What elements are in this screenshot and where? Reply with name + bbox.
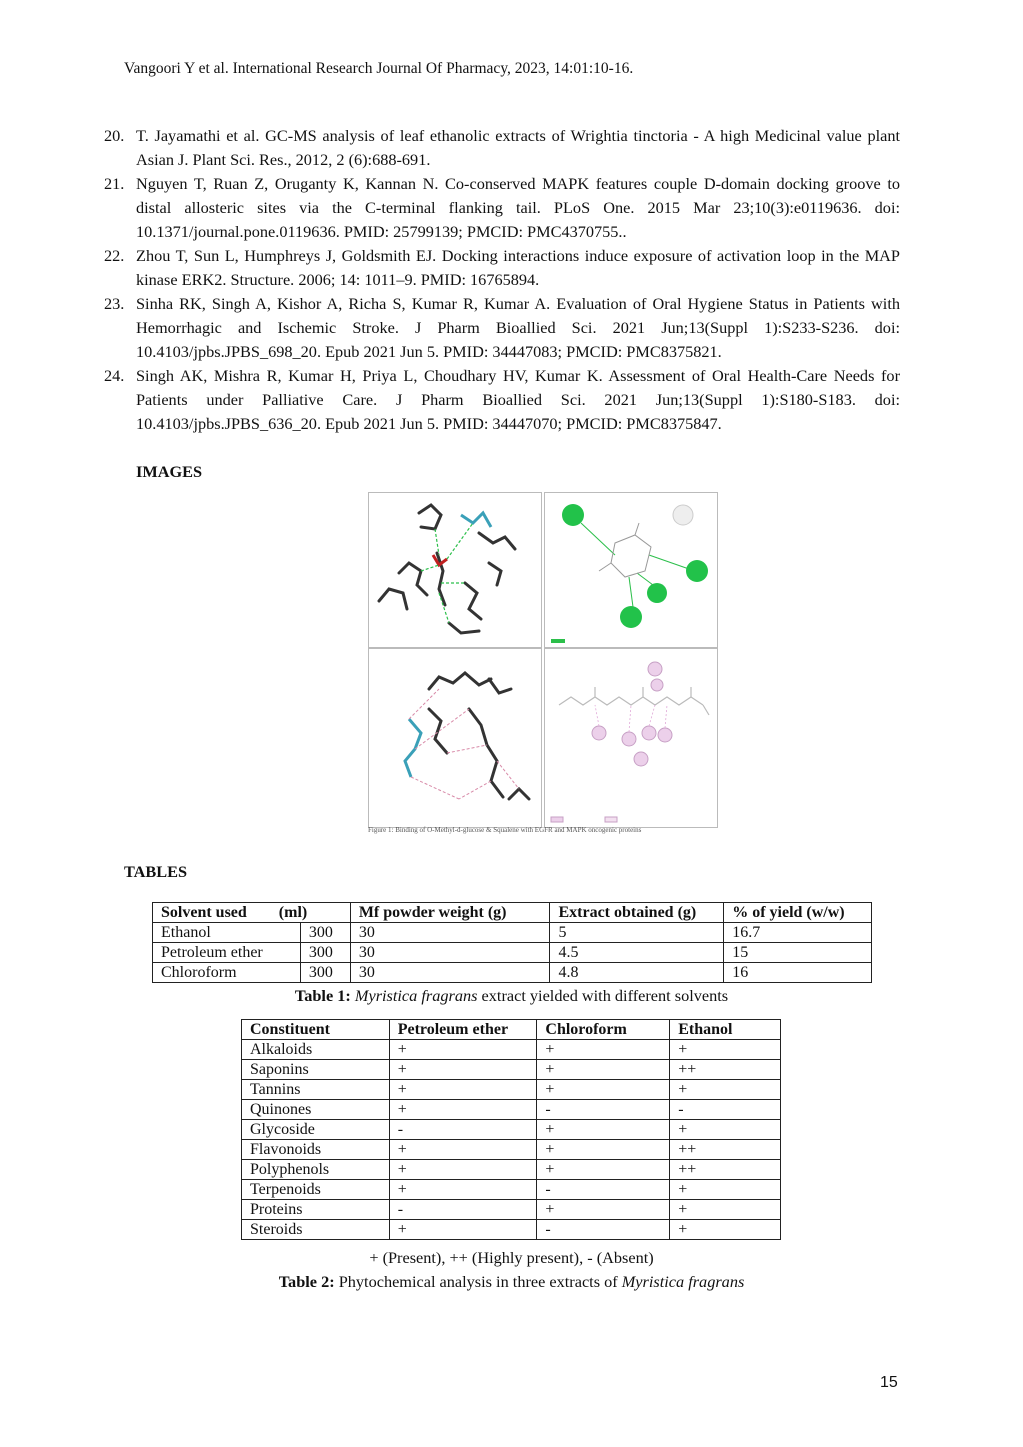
- header-extract: Extract obtained (g): [550, 903, 724, 923]
- reference-number: 20.: [104, 126, 125, 145]
- docking-3d-panel-1: [368, 492, 542, 648]
- table-cell: +: [389, 1060, 537, 1080]
- table-cell: 30: [350, 943, 550, 963]
- table-cell: Glycoside: [242, 1120, 390, 1140]
- table-cell: Flavonoids: [242, 1140, 390, 1160]
- table-row: [153, 923, 872, 943]
- table-cell: 30: [350, 963, 550, 983]
- phytochemical-header-row: [242, 1020, 781, 1040]
- table2-legend: + (Present), ++ (Highly present), - (Absent): [369, 1248, 654, 1267]
- table-cell: 16: [724, 963, 872, 983]
- yield-table: [152, 902, 872, 983]
- table-cell: ++: [670, 1140, 781, 1160]
- reference-text: Zhou T, Sun L, Humphreys J, Goldsmith EJ. Docking interactions induce exposure of activation loop in the MAP kinase ERK2. Structure. 2006; 14: 1011–9. PMID: 16765894.: [136, 246, 900, 289]
- table-row: [242, 1080, 781, 1100]
- table-cell: +: [389, 1040, 537, 1060]
- table-cell: Ethanol: [153, 923, 301, 943]
- reference-item: [104, 172, 900, 244]
- table-cell: +: [670, 1220, 781, 1240]
- table-row: [242, 1140, 781, 1160]
- table-cell: -: [537, 1220, 670, 1240]
- table-cell: +: [389, 1160, 537, 1180]
- table-cell: +: [670, 1040, 781, 1060]
- table-cell: 4.8: [550, 963, 724, 983]
- header-petroleum-ether: Petroleum ether: [389, 1020, 537, 1040]
- table-cell: Chloroform: [153, 963, 301, 983]
- interaction-2d-panel-1: [544, 492, 718, 648]
- table-cell: Alkaloids: [242, 1040, 390, 1060]
- table-cell: -: [537, 1100, 670, 1120]
- reference-list: [104, 124, 900, 436]
- table-cell: +: [537, 1060, 670, 1080]
- table-cell: -: [670, 1100, 781, 1120]
- table-cell: +: [537, 1160, 670, 1180]
- table2-caption: Table 2: Phytochemical analysis in three extracts of Myristica fragrans: [278, 1272, 745, 1291]
- table-cell: Quinones: [242, 1100, 390, 1120]
- table-cell: ++: [670, 1060, 781, 1080]
- reference-number: 23.: [104, 294, 125, 313]
- molecule-3d-image-1: [369, 493, 541, 647]
- table-row: [242, 1120, 781, 1140]
- table-row: [242, 1060, 781, 1080]
- molecule-3d-image-2: [369, 649, 541, 827]
- table-cell: 300: [300, 943, 350, 963]
- table-cell: +: [670, 1180, 781, 1200]
- table-cell: +: [389, 1080, 537, 1100]
- table-row: [242, 1200, 781, 1220]
- reference-item: [104, 244, 900, 292]
- tables-heading: TABLES: [124, 862, 188, 881]
- table-row: [242, 1180, 781, 1200]
- table-cell: -: [389, 1200, 537, 1220]
- table-cell: +: [537, 1080, 670, 1100]
- reference-item: [104, 364, 900, 436]
- page-number: 15: [880, 1374, 898, 1391]
- header-chloroform: Chloroform: [537, 1020, 670, 1040]
- table-cell: 30: [350, 923, 550, 943]
- reference-text: T. Jayamathi et al. GC-MS analysis of leaf ethanolic extracts of Wrightia tinctoria - A high Medicinal value plant Asian J. Plant Sci. Res., 2012, 2 (6):688-691.: [136, 126, 900, 169]
- reference-item: [104, 292, 900, 364]
- table-cell: +: [670, 1080, 781, 1100]
- table-cell: ++: [670, 1160, 781, 1180]
- header-yield: % of yield (w/w): [724, 903, 872, 923]
- reference-text: Sinha RK, Singh A, Kishor A, Richa S, Kumar R, Kumar A. Evaluation of Oral Hygiene Status in Patients with Hemorrhagic and Ischemic Stroke. J Pharm Bioallied Sci. 2021 Jun;13(Suppl 1):S233-S236. doi: 10.4103/jpbs.JPBS_698_20. Epub 2021 Jun 5. PMID: 34447083; PMCID: PMC8375821.: [136, 294, 900, 361]
- yield-table-header-row: [153, 903, 872, 923]
- table-cell: +: [537, 1200, 670, 1220]
- table-row: [242, 1220, 781, 1240]
- table-cell: Proteins: [242, 1200, 390, 1220]
- table-cell: 16.7: [724, 923, 872, 943]
- reference-number: 22.: [104, 246, 125, 265]
- table-cell: +: [537, 1140, 670, 1160]
- interaction-diagram-image-1: [545, 493, 717, 647]
- table-cell: +: [389, 1180, 537, 1200]
- table-cell: -: [389, 1120, 537, 1140]
- table-cell: Saponins: [242, 1060, 390, 1080]
- table-cell: +: [389, 1220, 537, 1240]
- reference-number: 24.: [104, 366, 125, 385]
- table-cell: Polyphenols: [242, 1160, 390, 1180]
- reference-text: Singh AK, Mishra R, Kumar H, Priya L, Choudhary HV, Kumar K. Assessment of Oral Health-Care Needs for Patients under Palliative Care. J Pharm Bioallied Sci. 2021 Jun;13(Suppl 1):S180-S183. doi: 10.4103/jpbs.JPBS_636_20. Epub 2021 Jun 5. PMID: 34447070; PMCID: PMC8375847.: [136, 366, 900, 433]
- table-cell: 5: [550, 923, 724, 943]
- table-cell: 4.5: [550, 943, 724, 963]
- table-cell: Terpenoids: [242, 1180, 390, 1200]
- header-ethanol: Ethanol: [670, 1020, 781, 1040]
- header-solvent: Solvent used (ml): [153, 903, 351, 923]
- table-row: [242, 1040, 781, 1060]
- table1-caption: Table 1: Myristica fragrans extract yielded with different solvents: [294, 986, 729, 1005]
- running-header: Vangoori Y et al. International Research Journal Of Pharmacy, 2023, 14:01:10-16.: [124, 60, 634, 77]
- table-row: [242, 1160, 781, 1180]
- table-row: [242, 1100, 781, 1120]
- table-cell: +: [389, 1140, 537, 1160]
- header-powder-weight: Mf powder weight (g): [350, 903, 550, 923]
- table-row: [153, 943, 872, 963]
- figure-caption: Figure 1: Binding of O-Methyl-d-glucose & Squalene with EGFR and MAPK oncogenic proteins: [368, 826, 642, 834]
- table-cell: Tannins: [242, 1080, 390, 1100]
- table-cell: -: [537, 1180, 670, 1200]
- reference-text: Nguyen T, Ruan Z, Oruganty K, Kannan N. Co-conserved MAPK features couple D-domain docking groove to distal allosteric sites via the C-terminal flanking tail. PLoS One. 2015 Mar 23;10(3):e0119636. doi: 10.1371/journal.pone.0119636. PMID: 25799139; PMCID: PMC4370755..: [136, 174, 900, 241]
- table-cell: +: [537, 1040, 670, 1060]
- table-cell: Steroids: [242, 1220, 390, 1240]
- table-cell: 15: [724, 943, 872, 963]
- table-cell: 300: [300, 963, 350, 983]
- header-constituent: Constituent: [242, 1020, 390, 1040]
- images-heading: IMAGES: [136, 462, 203, 481]
- table-cell: 300: [300, 923, 350, 943]
- table-cell: +: [389, 1100, 537, 1120]
- docking-3d-panel-2: [368, 648, 542, 828]
- docking-figure: [366, 490, 718, 840]
- table-row: [153, 963, 872, 983]
- phytochemical-table: [241, 1019, 781, 1240]
- table-cell: +: [670, 1200, 781, 1220]
- reference-item: [104, 124, 900, 172]
- reference-number: 21.: [104, 174, 125, 193]
- table-cell: +: [537, 1120, 670, 1140]
- interaction-2d-panel-2: [544, 648, 718, 828]
- table-cell: +: [670, 1120, 781, 1140]
- table-cell: Petroleum ether: [153, 943, 301, 963]
- interaction-diagram-image-2: [545, 649, 717, 827]
